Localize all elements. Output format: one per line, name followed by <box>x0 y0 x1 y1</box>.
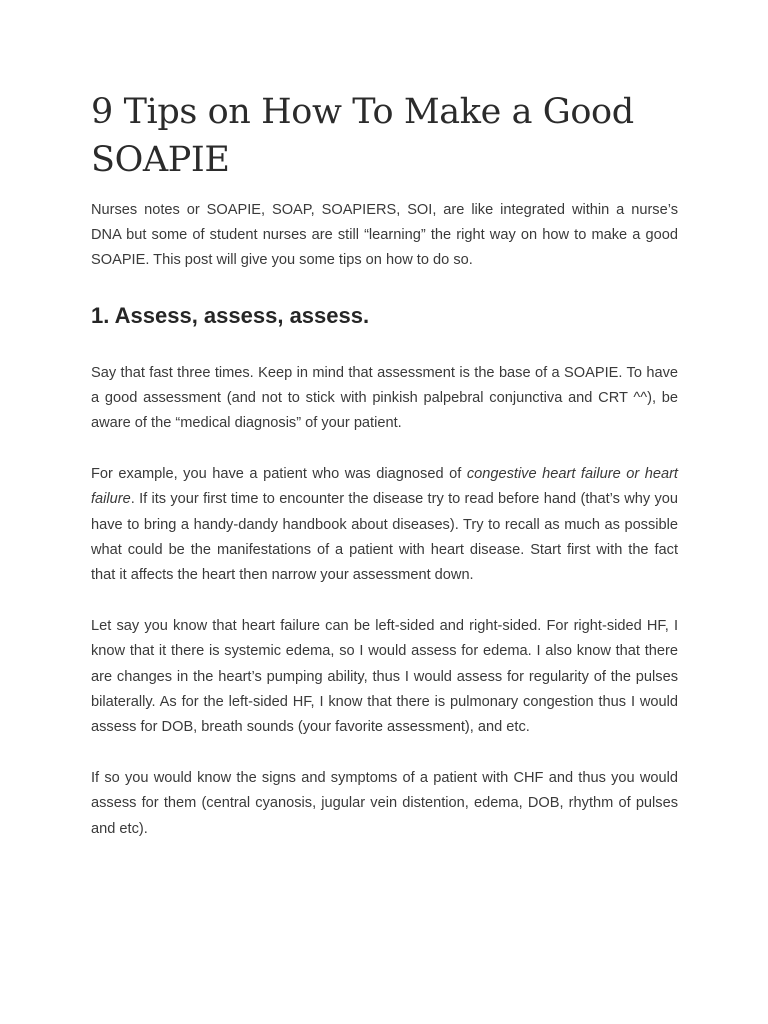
paragraph-example-rest: . If its your first time to encounter the disease try to read before hand (that’s why you have to bring a handy-dandy handbook about diseases). Try to recall as much as possible what could be the manifestations of a patient with heart disease. Start first with the fact that it affects the heart then narrow your assessment down. <box>91 491 678 584</box>
intro-paragraph: Nurses notes or SOAPIE, SOAP, SOAPIERS, SOI, are like integrated within a nurse’s DNA but some of student nurses are still “learning” the right way on how to make a good SOAPIE. This post will give you some tips on how to do so. <box>91 202 678 269</box>
paragraph-chf-signs: If so you would know the signs and symptoms of a patient with CHF and thus you would assess for them (central cyanosis, jugular vein distention, edema, DOB, rhythm of pulses and etc). <box>91 770 678 837</box>
paragraph-heart-failure: Let say you know that heart failure can be left-sided and right-sided. For right-sided HF, I know that it there is systemic edema, so I would assess for edema. I also know that there are changes in the heart’s pumping ability, thus I would assess for regularity of the pulses bilaterally. As for the left-sided HF, I know that there is pulmonary congestion thus I would assess for DOB, breath sounds (your favorite assessment), and etc. <box>91 618 678 736</box>
section-heading-assess: 1. Assess, assess, assess. <box>91 302 370 328</box>
paragraph-assessment-base: Say that fast three times. Keep in mind that assessment is the base of a SOAPIE. To have a good assessment (and not to stick with pinkish palpebral conjunctiva and CRT ^^), be aware of the “medical diagnosis” of your patient. <box>91 364 678 432</box>
paragraph-example <box>91 462 678 588</box>
paragraph-example-lead: For example, you have a patient who was diagnosed of <box>91 466 467 483</box>
paragraph-example-emphasis: congestive heart failure or heart failure <box>91 466 678 508</box>
article-title: 9 Tips on How To Make a Good SOAPIE <box>91 92 634 180</box>
